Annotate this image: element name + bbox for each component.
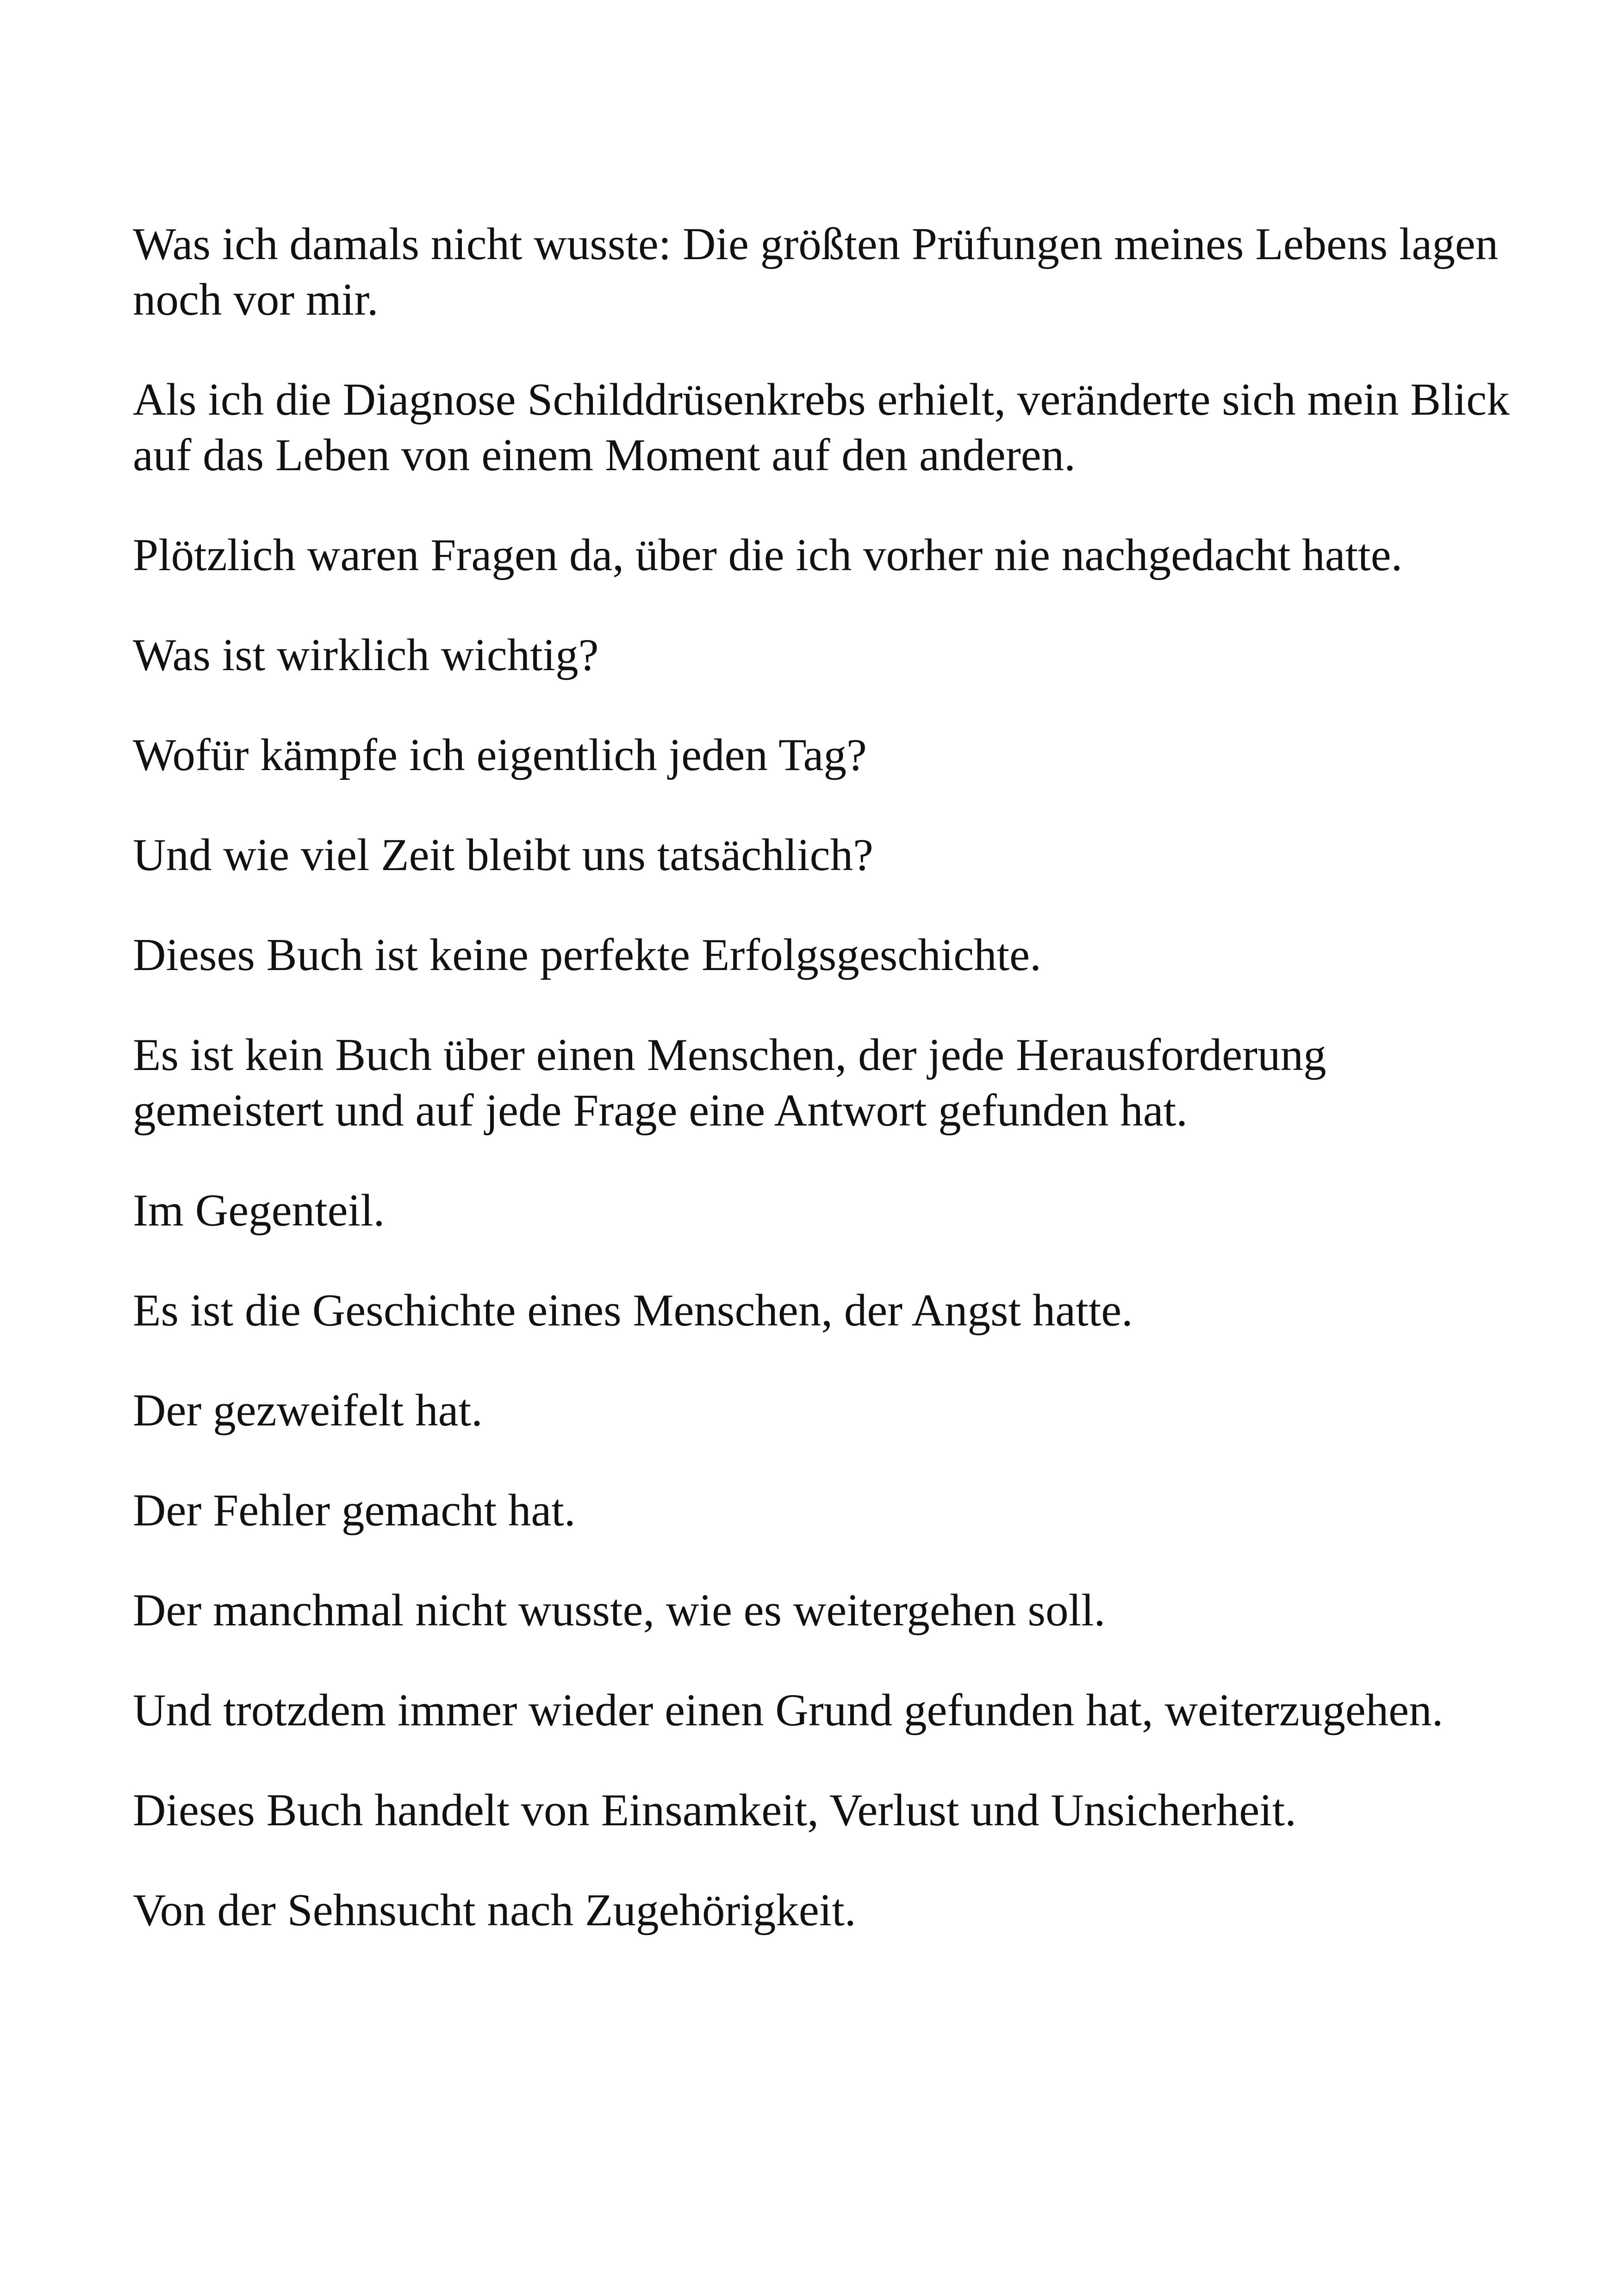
- paragraph-15: Dieses Buch handelt von Einsamkeit, Verlust und Unsicherheit.: [133, 1785, 1296, 1836]
- paragraph-5: Wofür kämpfe ich eigentlich jeden Tag?: [133, 730, 867, 780]
- paragraph-8: Es ist kein Buch über einen Menschen, der jede Herausforderung gemeistert und auf jede Frage eine Antwort gefunden hat.: [133, 1030, 1326, 1136]
- paragraph-9: Im Gegenteil.: [133, 1185, 385, 1236]
- paragraph-16: Von der Sehnsucht nach Zugehörigkeit.: [133, 1885, 856, 1935]
- paragraph-14: Und trotzdem immer wieder einen Grund gefunden hat, weiterzugehen.: [133, 1685, 1444, 1736]
- paragraph-2: Als ich die Diagnose Schilddrüsenkrebs erhielt, veränderte sich mein Blick auf das Leben von einem Moment auf den anderen.: [133, 374, 1510, 480]
- paragraph-13: Der manchmal nicht wusste, wie es weitergehen soll.: [133, 1585, 1106, 1636]
- paragraph-12: Der Fehler gemacht hat.: [133, 1485, 576, 1536]
- paragraph-3: Plötzlich waren Fragen da, über die ich vorher nie nachgedacht hatte.: [133, 530, 1403, 580]
- paragraph-11: Der gezweifelt hat.: [133, 1385, 483, 1436]
- paragraph-7: Dieses Buch ist keine perfekte Erfolgsgeschichte.: [133, 930, 1041, 980]
- paragraph-10: Es ist die Geschichte eines Menschen, der Angst hatte.: [133, 1285, 1133, 1336]
- paragraph-4: Was ist wirklich wichtig?: [133, 630, 599, 680]
- paragraph-6: Und wie viel Zeit bleibt uns tatsächlich?: [133, 830, 874, 880]
- body-text: [133, 217, 1521, 1983]
- paragraph-1: Was ich damals nicht wusste: Die größten Prüfungen meines Lebens lagen noch vor mir.: [133, 219, 1499, 325]
